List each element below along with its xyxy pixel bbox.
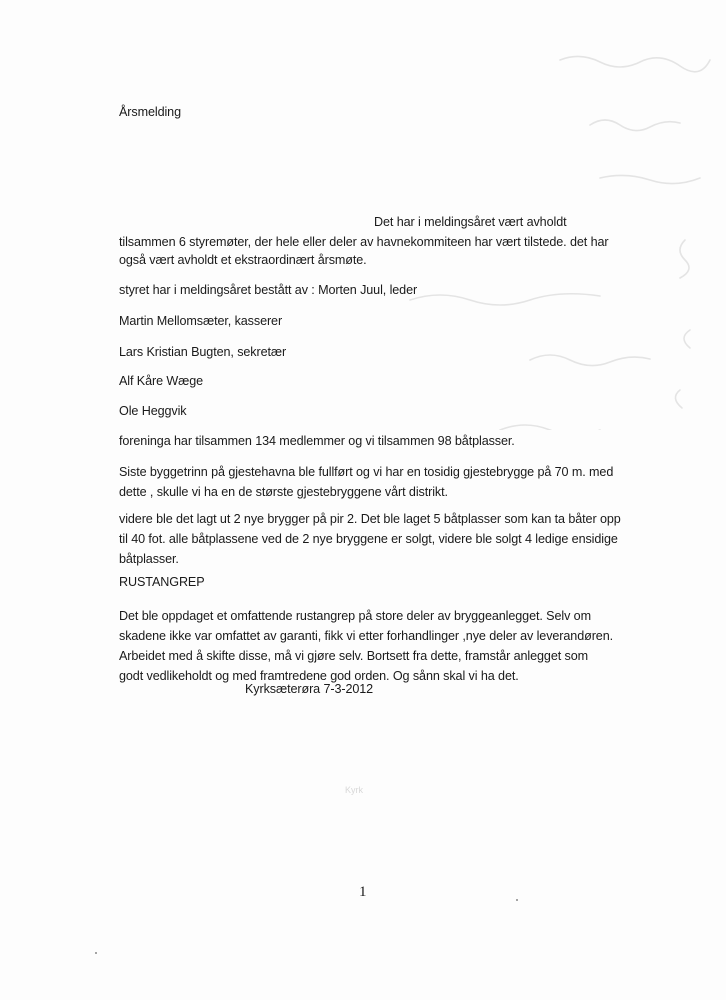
document-title: Årsmelding [119,105,181,119]
scan-speck [516,899,518,901]
rust-heading: RUSTANGREP [119,575,205,589]
board-member-1: Martin Mellomsæter, kasserer [119,314,283,328]
rust-line-2: skadene ikke var omfattet av garanti, fikk vi etter forhandlinger ,nye deler av leverandøren. [119,629,614,643]
docks-line-3: båtplasser. [119,552,179,566]
rust-line-3: Arbeidet med å skifte disse, må vi gjøre selv. Bortsett fra dette, framstår anlegget som [119,649,589,663]
board-member-3: Alf Kåre Wæge [119,374,204,388]
faint-bleed-text: Kyrk [345,785,363,795]
members-line: foreninga har tilsammen 134 medlemmer og vi tilsammen 98 båtplasser. [119,434,515,448]
board-member-2: Lars Kristian Bugten, sekretær [119,345,287,359]
scan-speck [95,952,97,954]
docks-paragraph [119,509,619,569]
page-number: 1 [359,884,367,900]
board-intro: styret har i meldingsåret bestått av : Morten Juul, leder [119,283,418,297]
rust-line-1: Det ble oppdaget et omfattende rustangrep på store deler av bryggeanlegget. Selv om [119,609,591,623]
rust-line-4: godt vedlikeholdt og med framtredene god orden. Og sånn skal vi ha det. [119,669,519,683]
intro-line-1: Det har i meldingsåret vært avholdt [374,215,567,229]
guest-harbor-paragraph [119,462,619,502]
docks-line-1: videre ble det lagt ut 2 nye brygger på pir 2. Det ble laget 5 båtplasser som kan ta båter opp [119,512,621,526]
guest-harbor-line-1: Siste byggetrinn på gjestehavna ble fullført og vi har en tosidig gjestebrygge på 70 m. med [119,465,614,479]
docks-line-2: til 40 fot. alle båtplassene ved de 2 nye bryggene er solgt, videre ble solgt 4 ledige ensidige [119,532,618,546]
intro-line-2: tilsammen 6 styremøter, der hele eller deler av havnekommiteen har vært tilstede. det har [119,235,609,249]
intro-line-3: også vært avholdt et ekstraordinært årsmøte. [119,253,367,267]
guest-harbor-line-2: dette , skulle vi ha en de største gjestebryggene vårt distrikt. [119,485,448,499]
board-member-4: Ole Heggvik [119,404,187,418]
place-date: Kyrksæterøra 7-3-2012 [245,682,374,696]
rust-paragraph [119,606,619,686]
